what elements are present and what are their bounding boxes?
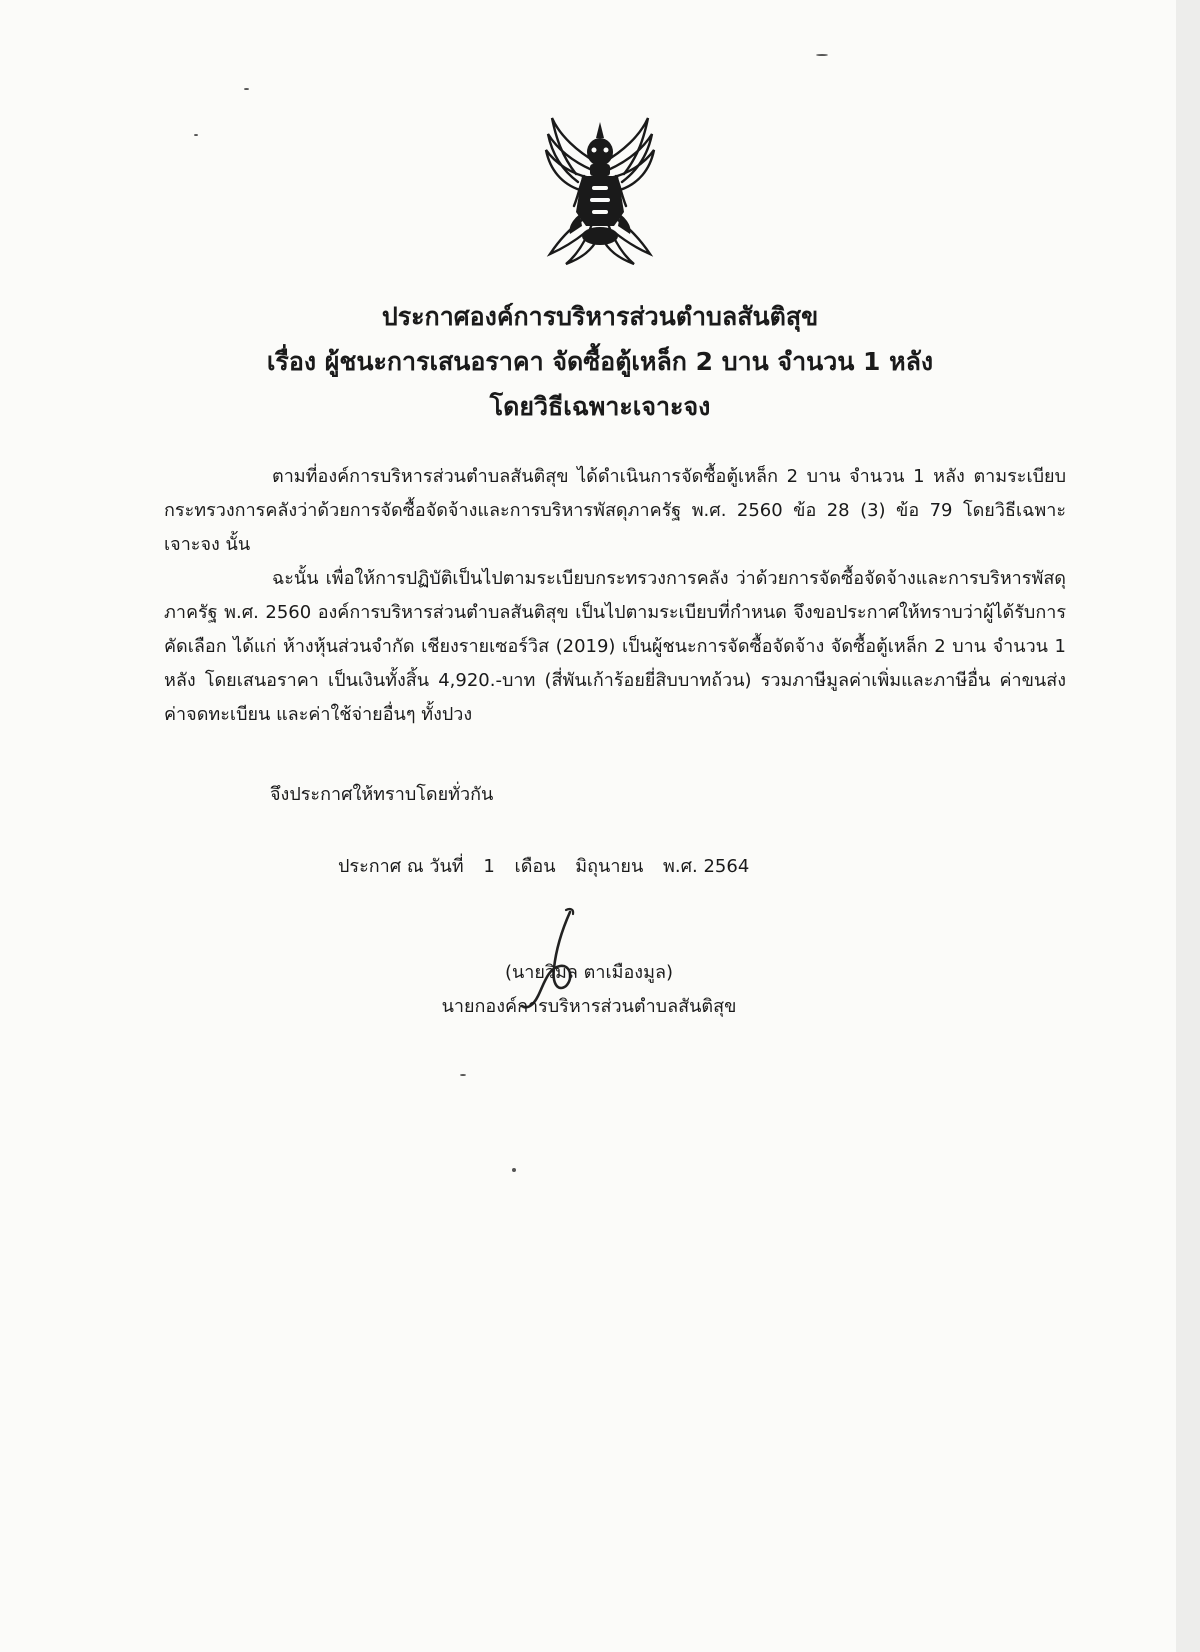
title-line-1: ประกาศองค์การบริหารส่วนตำบลสันติสุข — [381, 302, 819, 331]
announcement-title — [150, 294, 1050, 429]
signatory-position: นายกองค์การบริหารส่วนตำบลสันติสุข — [441, 996, 737, 1017]
garuda-emblem-icon — [536, 116, 664, 268]
closing-statement: จึงประกาศให้ทราบโดยทั่วกัน — [270, 784, 494, 805]
announcement-body — [164, 460, 1066, 732]
date-month: มิถุนายน — [575, 856, 644, 877]
title-line-2: เรื่อง ผู้ชนะการเสนอราคา จัดซื้อตู้เหล็ก 2 บาน จำนวน 1 หลัง — [266, 347, 934, 376]
title-line-3: โดยวิธีเฉพาะเจาะจง — [489, 392, 711, 421]
signatory-name: (นายวิมล ตาเมืองมูล) — [504, 962, 674, 983]
date-day: 1 — [483, 856, 495, 877]
body-paragraph-2: ฉะนั้น เพื่อให้การปฏิบัติเป็นไปตามระเบียบกระทรวงการคลัง ว่าด้วยการจัดซื้อจัดจ้างและการบริหารพัสดุภาครัฐ พ.ศ. 2560 องค์การบริหารส่วนตำบลสันติสุข เป็นไปตามระเบียบที่กำหนด จึงขอประกาศให้ทราบว่าผู้ได้รับการคัดเลือก ได้แก่ ห้างหุ้นส่วนจำกัด เชียงรายเซอร์วิส (2019) เป็นผู้ชนะการจัดซื้อจัดจ้าง จัดซื้อตู้เหล็ก 2 บาน จำนวน 1 หลัง โดยเสนอราคา เป็นเงินทั้งสิ้น 4,920.-บาท (สี่พันเก้าร้อยยี่สิบบาทถ้วน) รวมภาษีมูลค่าเพิ่มและภาษีอื่น ค่าขนส่ง ค่าจดทะเบียน และค่าใช้จ่ายอื่นๆ ทั้งปวง — [164, 568, 1066, 725]
announcement-date — [338, 852, 749, 882]
scan-speck — [244, 88, 249, 90]
scan-speck — [194, 134, 198, 136]
date-prefix: ประกาศ ณ วันที่ — [338, 856, 464, 877]
scan-edge — [1176, 0, 1200, 1652]
date-year: พ.ศ. 2564 — [663, 856, 750, 877]
scan-speck — [512, 1168, 516, 1172]
scan-speck — [460, 1074, 466, 1076]
date-month-label: เดือน — [514, 856, 556, 877]
scan-speck — [816, 54, 828, 56]
body-paragraph-1: ตามที่องค์การบริหารส่วนตำบลสันติสุข ได้ดำเนินการจัดซื้อตู้เหล็ก 2 บาน จำนวน 1 หลัง ตามระเบียบกระทรวงการคลังว่าด้วยการจัดซื้อจัดจ้างและการบริหารพัสดุภาครัฐ พ.ศ. 2560 ข้อ 28 (3) ข้อ 79 โดยวิธีเฉพาะเจาะจง นั้น — [164, 466, 1066, 555]
signature-block — [404, 956, 774, 1024]
